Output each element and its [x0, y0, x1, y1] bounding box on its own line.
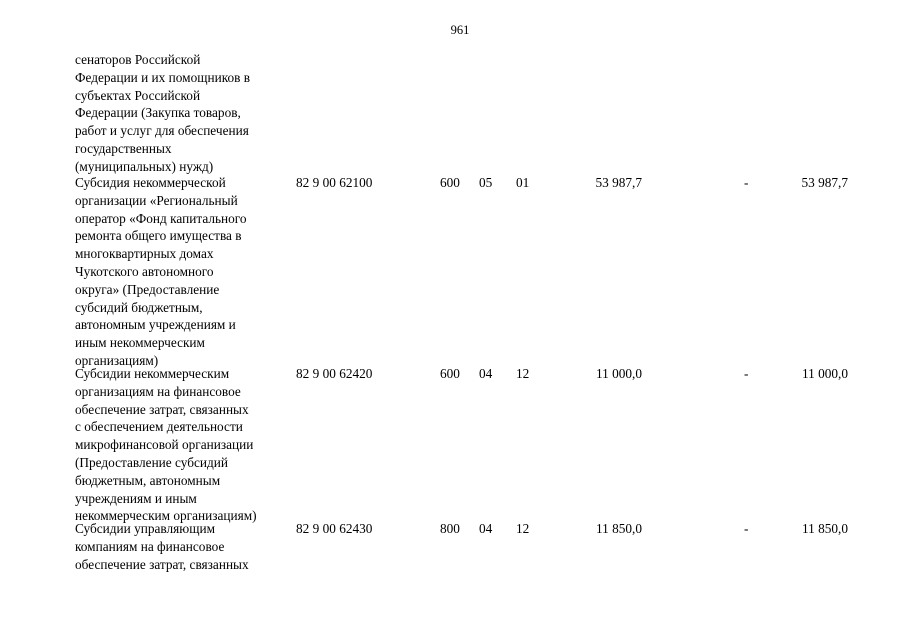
row-subsection: 12 — [516, 521, 530, 536]
row-section: 04 — [479, 521, 493, 536]
row-expense-type: 600 — [440, 175, 460, 190]
row-sum: 53 987,7 — [595, 175, 642, 190]
row-expense-type: 800 — [440, 521, 460, 536]
row-total: 11 000,0 — [801, 366, 848, 381]
row-sum: 11 850,0 — [595, 521, 642, 536]
row-change: - — [744, 366, 749, 381]
row-description: сенаторов Российской Федерации и их помощников в субъектах Российской Федерации (Закупка товаров, работ и услуг для обеспечения государственных (муниципальных) нужд) — [75, 52, 251, 174]
row-change: - — [744, 175, 749, 190]
page-number: 961 — [450, 23, 470, 37]
row-sum: 11 000,0 — [595, 366, 642, 381]
row-description: Субсидия некоммерческой организации «Региональный оператор «Фонд капитального ремонта общего имущества в многоквартирных домах Чукотского автономного округа» (Предоставление субсидий бюджетным, автономным учреждениям и иным некоммерческим организациям) — [75, 175, 247, 368]
row-expense-type: 600 — [440, 366, 460, 381]
row-description: Субсидии управляющим компаниям на финансовое обеспечение затрат, связанных — [75, 521, 249, 572]
row-section: 05 — [479, 175, 493, 190]
row-change: - — [744, 521, 749, 536]
row-subsection: 01 — [516, 175, 530, 190]
row-target-code: 82 9 00 62430 — [296, 521, 373, 536]
row-section: 04 — [479, 366, 493, 381]
row-target-code: 82 9 00 62420 — [296, 366, 373, 381]
row-total: 53 987,7 — [801, 175, 848, 190]
row-target-code: 82 9 00 62100 — [296, 175, 373, 190]
row-subsection: 12 — [516, 366, 530, 381]
row-description: Субсидии некоммерческим организациям на финансовое обеспечение затрат, связанных с обеспечением деятельности микрофинансовой организации (Предоставление субсидий бюджетным, автономным учреждениям и иным некоммерческим организациям) — [75, 366, 257, 524]
row-total: 11 850,0 — [801, 521, 848, 536]
